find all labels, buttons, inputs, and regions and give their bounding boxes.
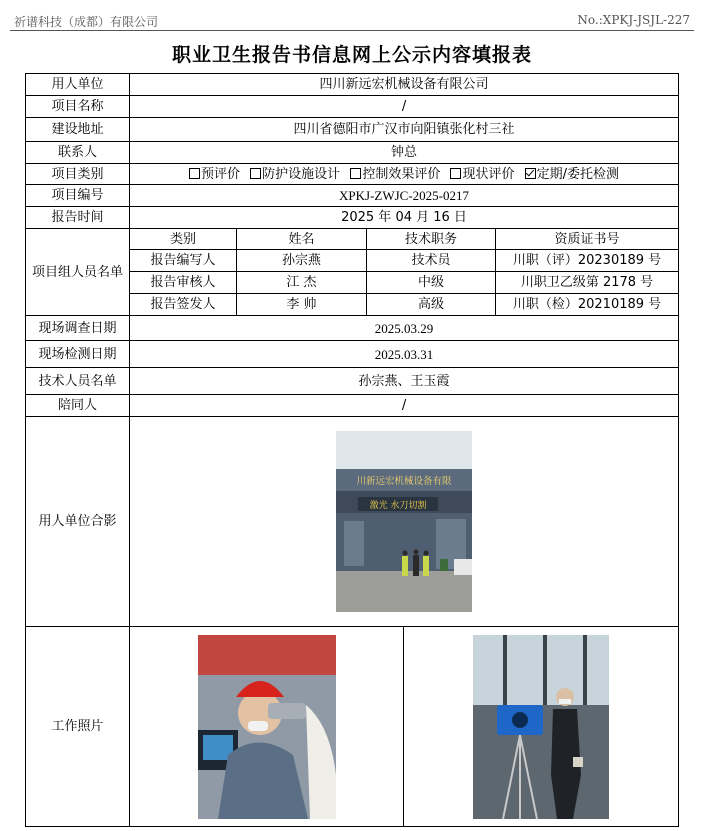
team-header-cert: 资质证书号 <box>496 229 679 250</box>
factory-panel <box>344 521 364 566</box>
contact-label: 联系人 <box>26 142 130 164</box>
detection-date-label: 现场检测日期 <box>26 341 130 368</box>
checkbox-icon <box>350 168 361 179</box>
category-option-status-eval[interactable]: 现状评价 <box>450 167 514 182</box>
category-option-protection-design[interactable]: 防护设施设计 <box>250 167 340 182</box>
team-header-row <box>26 229 679 250</box>
row-category <box>26 164 679 185</box>
member-cert: 川职（评）20230189 号 <box>496 250 679 272</box>
group-photo-label: 用人单位合影 <box>26 417 130 627</box>
category-option-periodic-detection[interactable]: 定期/委托检测 <box>525 167 619 182</box>
ground <box>336 571 472 612</box>
checkbox-icon <box>450 168 461 179</box>
work-photo-2-image <box>473 635 609 819</box>
row-report-time <box>26 207 679 229</box>
team-header-name: 姓名 <box>237 229 367 250</box>
plant-pot <box>440 559 448 571</box>
member-cert: 川职（检）20210189 号 <box>496 294 679 316</box>
contact-value: 钟总 <box>130 142 679 164</box>
checkbox-icon <box>250 168 261 179</box>
red-machine <box>198 635 336 675</box>
device-dial <box>512 712 528 728</box>
person <box>413 555 419 576</box>
project-name-label: 项目名称 <box>26 96 130 118</box>
member-role: 报告编写人 <box>130 250 237 272</box>
work-photo-1-image <box>198 635 336 819</box>
company-name: 祈谱科技（成都）有限公司 <box>14 15 159 29</box>
window-light <box>473 635 609 705</box>
technicians-value: 孙宗燕、王玉霞 <box>130 368 679 395</box>
document-number: No.:XPKJ-JSJL-227 <box>577 13 690 27</box>
row-detection-date <box>26 341 679 368</box>
detection-date-value: 2025.03.31 <box>130 341 679 368</box>
row-companion <box>26 395 679 417</box>
team-header-category: 类别 <box>130 229 237 250</box>
info-form-table <box>25 73 679 827</box>
address-value: 四川省德阳市广汉市向阳镇张化村三社 <box>130 118 679 142</box>
member-cert: 川职卫乙级第 2178 号 <box>496 272 679 294</box>
team-header-title: 技术职务 <box>367 229 496 250</box>
person-head <box>414 550 419 555</box>
page-header <box>0 0 704 30</box>
category-option-control-eval[interactable]: 控制效果评价 <box>350 167 440 182</box>
row-survey-date <box>26 316 679 341</box>
technicians-label: 技术人员名单 <box>26 368 130 395</box>
survey-date-value: 2025.03.29 <box>130 316 679 341</box>
category-option-pre-eval[interactable]: 预评价 <box>189 167 240 182</box>
window-frame <box>583 635 587 705</box>
banner-text: 激光 水刀切割 <box>369 501 427 511</box>
sound-level-meter <box>268 703 306 719</box>
report-time-value: 2025 年 04 月 16 日 <box>130 207 679 229</box>
row-group-photo <box>26 417 679 627</box>
category-label: 项目类别 <box>26 164 130 185</box>
face-mask <box>559 699 571 704</box>
team-label: 项目组人员名单 <box>26 229 130 316</box>
work-photo-cell-2 <box>404 627 679 827</box>
category-options <box>130 164 679 185</box>
row-address <box>26 118 679 142</box>
row-project-no <box>26 185 679 207</box>
report-time-label: 报告时间 <box>26 207 130 229</box>
checkbox-icon <box>189 168 200 179</box>
member-title: 高级 <box>367 294 496 316</box>
window-frame <box>543 635 547 705</box>
person-head <box>424 551 429 556</box>
employer-value: 四川新远宏机械设备有限公司 <box>130 74 679 96</box>
companion-label: 陪同人 <box>26 395 130 417</box>
member-role: 报告签发人 <box>130 294 237 316</box>
project-name-value: / <box>130 96 679 118</box>
page-title: 职业卫生报告书信息网上公示内容填报表 <box>171 44 532 66</box>
row-project-name <box>26 96 679 118</box>
factory-sign-text: 川新远宏机械设备有限 <box>356 476 452 487</box>
project-no-label: 项目编号 <box>26 185 130 207</box>
member-name: 李 帅 <box>237 294 367 316</box>
row-technicians <box>26 368 679 395</box>
worker-glove <box>573 757 583 767</box>
work-photos-label: 工作照片 <box>26 627 130 827</box>
member-name: 江 杰 <box>237 272 367 294</box>
member-name: 孙宗燕 <box>237 250 367 272</box>
face-mask <box>248 721 268 731</box>
window-frame <box>503 635 507 705</box>
employer-label: 用人单位 <box>26 74 130 96</box>
work-photo-cell-1 <box>130 627 404 827</box>
group-photo-image <box>336 431 472 612</box>
header-divider <box>10 30 694 31</box>
row-work-photos <box>26 627 679 827</box>
member-role: 报告审核人 <box>130 272 237 294</box>
project-no-value: XPKJ-ZWJC-2025-0217 <box>130 185 679 207</box>
row-employer <box>26 74 679 96</box>
group-photo-cell <box>130 417 679 627</box>
person-vest <box>423 556 429 576</box>
row-contact <box>26 142 679 164</box>
member-title: 中级 <box>367 272 496 294</box>
person-head <box>403 551 408 556</box>
address-label: 建设地址 <box>26 118 130 142</box>
person-vest <box>402 556 408 576</box>
white-car <box>454 559 472 575</box>
member-title: 技术员 <box>367 250 496 272</box>
checked-checkbox-icon <box>525 168 536 179</box>
survey-date-label: 现场调查日期 <box>26 316 130 341</box>
companion-value: / <box>130 395 679 417</box>
